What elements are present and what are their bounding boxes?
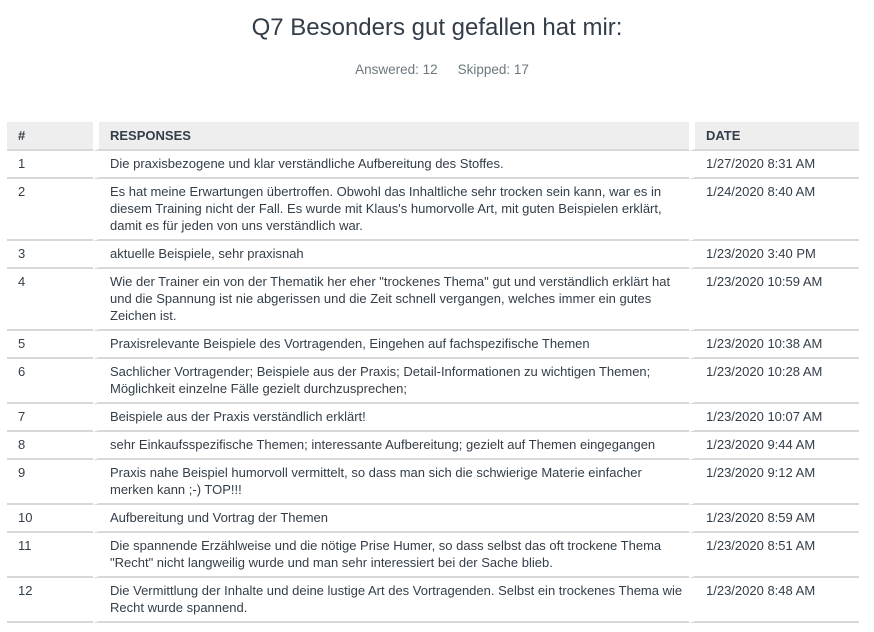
- row-date: 1/23/2020 8:51 AM: [689, 533, 859, 578]
- row-number: 3: [7, 241, 93, 269]
- table-row: [7, 460, 859, 505]
- row-number: 8: [7, 432, 93, 460]
- row-response: Aufbereitung und Vortrag der Themen: [93, 505, 689, 533]
- skipped-count: Skipped: 17: [457, 62, 529, 77]
- row-response: Praxis nahe Beispiel humorvoll vermittelt, so dass man sich die schwierige Materie einfacher merken kann ;-) TOP!!!: [93, 460, 689, 505]
- row-response: aktuelle Beispiele, sehr praxisnah: [93, 241, 689, 269]
- row-date: 1/23/2020 8:48 AM: [689, 578, 859, 623]
- column-header-responses: RESPONSES: [93, 122, 689, 151]
- row-response: Sachlicher Vortragender; Beispiele aus der Praxis; Detail-Informationen zu wichtigen Themen; Möglichkeit einzelne Fälle gezielt durchzusprechen;: [93, 359, 689, 404]
- row-date: 1/23/2020 10:28 AM: [689, 359, 859, 404]
- row-response: Die spannende Erzählweise und die nötige Prise Humer, so dass selbst das oft trockene Thema "Recht" nicht langweilig wurde und man sehr interessiert bei der Sache blieb.: [93, 533, 689, 578]
- row-date: 1/23/2020 8:59 AM: [689, 505, 859, 533]
- row-number: 7: [7, 404, 93, 432]
- answered-count: Answered: 12: [355, 62, 438, 77]
- column-header-date: DATE: [689, 122, 859, 151]
- row-number: 6: [7, 359, 93, 404]
- question-title: Q7 Besonders gut gefallen hat mir:: [251, 14, 623, 41]
- row-response: Wie der Trainer ein von der Thematik her eher "trockenes Thema" gut und verständlich erklärt hat und die Spannung ist nie abgerissen und die Zeit schnell vergangen, welches immer ein gutes Zeichen ist.: [93, 269, 689, 331]
- row-number: 4: [7, 269, 93, 331]
- table-row: [7, 269, 859, 331]
- row-date: 1/23/2020 3:40 PM: [689, 241, 859, 269]
- row-date: 1/23/2020 10:38 AM: [689, 331, 859, 359]
- row-date: 1/23/2020 9:44 AM: [689, 432, 859, 460]
- table-row: [7, 432, 859, 460]
- row-date: 1/23/2020 9:12 AM: [689, 460, 859, 505]
- row-response: sehr Einkaufsspezifische Themen; interessante Aufbereitung; gezielt auf Themen eingegangen: [93, 432, 689, 460]
- row-number: 5: [7, 331, 93, 359]
- row-response: Beispiele aus der Praxis verständlich erklärt!: [93, 404, 689, 432]
- row-number: 2: [7, 179, 93, 241]
- row-response: Die Vermittlung der Inhalte und deine lustige Art des Vortragenden. Selbst ein trockenes Thema wie Recht wurde spannend.: [93, 578, 689, 623]
- row-number: 12: [7, 578, 93, 623]
- table-row: [7, 578, 859, 623]
- table-row: [7, 241, 859, 269]
- response-stats: [0, 62, 874, 77]
- row-response: Es hat meine Erwartungen übertroffen. Obwohl das Inhaltliche sehr trocken sein kann, war es in diesem Training nicht der Fall. Es wurde mit Klaus's humorvolle Art, mit guten Beispielen erklärt, damit es für jeden von uns verständlich war.: [93, 179, 689, 241]
- table-row: [7, 331, 859, 359]
- table-row: [7, 404, 859, 432]
- column-header-number: #: [7, 122, 93, 151]
- responses-table: [7, 122, 859, 623]
- row-response: Die praxisbezogene und klar verständliche Aufbereitung des Stoffes.: [93, 151, 689, 179]
- table-row: [7, 505, 859, 533]
- row-date: 1/27/2020 8:31 AM: [689, 151, 859, 179]
- table-row: [7, 359, 859, 404]
- row-date: 1/23/2020 10:07 AM: [689, 404, 859, 432]
- row-number: 1: [7, 151, 93, 179]
- row-number: 10: [7, 505, 93, 533]
- row-date: 1/24/2020 8:40 AM: [689, 179, 859, 241]
- table-row: [7, 151, 859, 179]
- row-response: Praxisrelevante Beispiele des Vortragenden, Eingehen auf fachspezifische Themen: [93, 331, 689, 359]
- row-date: 1/23/2020 10:59 AM: [689, 269, 859, 331]
- row-number: 9: [7, 460, 93, 505]
- row-number: 11: [7, 533, 93, 578]
- table-row: [7, 179, 859, 241]
- table-row: [7, 533, 859, 578]
- table-header-row: [7, 122, 859, 151]
